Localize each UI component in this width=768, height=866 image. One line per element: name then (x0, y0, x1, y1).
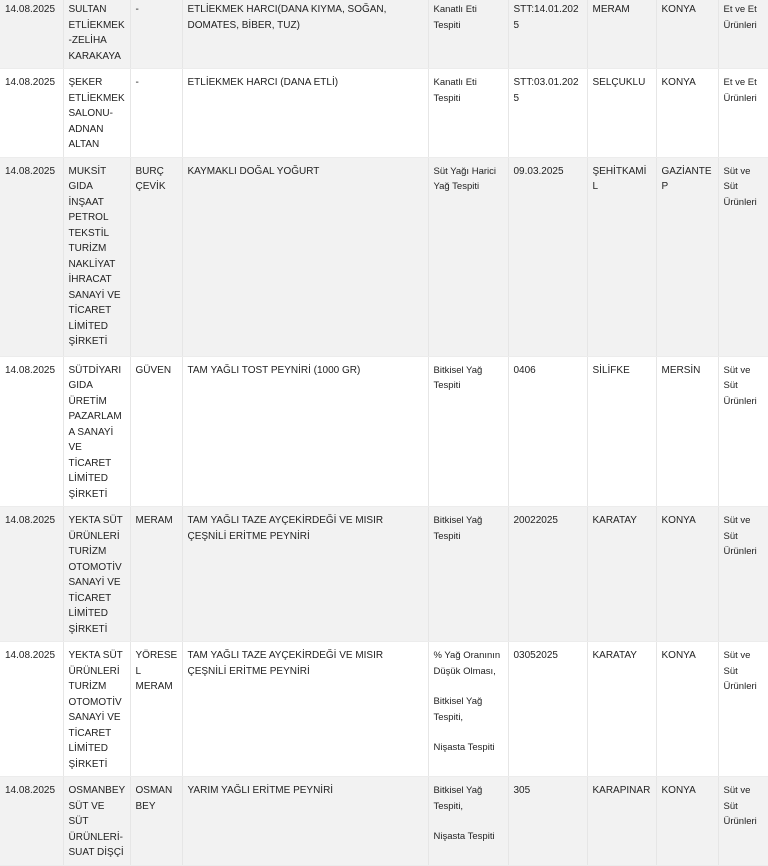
cell-date (0, 69, 63, 158)
finding-text: Bitkisel Yağ Tespiti, (433, 696, 483, 723)
cell-finding (428, 777, 508, 866)
finding-text: Bitkisel Yağ Tespiti (433, 364, 483, 391)
city-text: KONYA (661, 650, 696, 661)
brand-text: GÜVEN (135, 364, 172, 376)
cell-product (182, 777, 428, 866)
company-text: YEKTA SÜT ÜRÜNLERİ TURİZM OTOMOTİV SANAYİ VE TİCARET LİMİTED ŞİRKETİ (68, 515, 123, 635)
cell-company (63, 69, 130, 158)
company-text: ŞEKER ETLİEKMEK SALONU-ADNAN ALTAN (68, 77, 125, 150)
cell-date (0, 356, 63, 507)
district-text: SİLİFKE (592, 364, 630, 376)
district-text: KARATAY (592, 650, 637, 661)
cell-finding (428, 69, 508, 158)
cell-brand (130, 356, 182, 507)
cell-product (182, 0, 428, 69)
table-row (0, 642, 768, 777)
cell-finding (428, 507, 508, 642)
cell-district (587, 777, 656, 866)
cell-city (656, 356, 718, 507)
cell-company (63, 507, 130, 642)
table-row (0, 69, 768, 158)
finding-text: Kanatlı Eti Tespiti (433, 4, 477, 31)
category-text: Süt ve Süt Ürünleri (723, 785, 757, 827)
cell-city (656, 0, 718, 69)
cell-finding (428, 0, 508, 69)
batch-text: STT:14.01.2025 (513, 4, 579, 31)
finding-text: Bitkisel Yağ Tespiti (433, 515, 483, 542)
date-text: 14.08.2025 (5, 4, 56, 15)
cell-finding (428, 157, 508, 356)
category-text: Et ve Et Ürünleri (723, 77, 757, 104)
product-text: TAM YAĞLI TAZE AYÇEKİRDEĞİ VE MISIR ÇEŞNİLİ ERİTME PEYNİRİ (187, 650, 384, 677)
city-text: KONYA (661, 4, 696, 15)
city-text: MERSİN (661, 364, 701, 376)
company-text: OSMANBEY SÜT VE SÜT ÜRÜNLERİ-SUAT DİŞÇİ (68, 785, 125, 858)
cell-district (587, 69, 656, 158)
brand-text: OSMAN BEY (135, 785, 173, 812)
product-text: ETLİEKMEK HARCI(DANA KIYMA, SOĞAN, DOMATES, BİBER, TUZ) (187, 4, 387, 31)
finding-text: Süt Yağı Harici Yağ Tespiti (433, 165, 496, 192)
cell-city (656, 507, 718, 642)
cell-district (587, 157, 656, 356)
district-text: KARATAY (592, 515, 637, 526)
cell-date (0, 0, 63, 69)
batch-text: 20022025 (513, 515, 558, 526)
date-text: 14.08.2025 (5, 650, 56, 661)
cell-city (656, 69, 718, 158)
category-text: Süt ve Süt Ürünleri (723, 364, 757, 407)
cell-batch (508, 507, 587, 642)
category-text: Süt ve Süt Ürünleri (723, 515, 757, 557)
date-text: 14.08.2025 (5, 515, 56, 526)
cell-district (587, 0, 656, 69)
district-text: KARAPINAR (592, 785, 651, 796)
brand-text: - (135, 77, 139, 88)
cell-brand (130, 157, 182, 356)
category-text: Süt ve Süt Ürünleri (723, 165, 757, 208)
brand-text: BURÇ ÇEVİK (135, 165, 166, 192)
cell-brand (130, 507, 182, 642)
brand-text: YÖRESEL MERAM (135, 650, 178, 692)
cell-finding (428, 642, 508, 777)
date-text: 14.08.2025 (5, 165, 56, 177)
cell-date (0, 777, 63, 866)
cell-company (63, 0, 130, 69)
cell-district (587, 642, 656, 777)
district-text: ŞEHİTKAMİL (592, 165, 647, 192)
city-text: GAZİANTEP (661, 165, 712, 192)
cell-product (182, 642, 428, 777)
cell-category (718, 157, 768, 356)
cell-district (587, 507, 656, 642)
cell-company (63, 642, 130, 777)
cell-company (63, 157, 130, 356)
cell-city (656, 157, 718, 356)
cell-brand (130, 69, 182, 158)
date-text: 14.08.2025 (5, 364, 56, 376)
cell-date (0, 157, 63, 356)
city-text: KONYA (661, 77, 696, 88)
cell-date (0, 507, 63, 642)
cell-category (718, 642, 768, 777)
finding-text: Kanatlı Eti Tespiti (433, 77, 477, 104)
cell-batch (508, 157, 587, 356)
company-text: SÜTDİYARI GIDA ÜRETİM PAZARLAMA SANAYİ VE TİCARET LİMİTED ŞİRKETİ (68, 364, 122, 500)
cell-product (182, 507, 428, 642)
brand-text: MERAM (135, 515, 173, 526)
batch-text: STT:03.01.2025 (513, 77, 579, 104)
cell-category (718, 507, 768, 642)
batch-text: 0406 (513, 364, 536, 376)
batch-text: 03052025 (513, 650, 558, 661)
batch-text: 305 (513, 785, 531, 796)
city-text: KONYA (661, 515, 696, 526)
cell-date (0, 642, 63, 777)
category-text: Süt ve Süt Ürünleri (723, 650, 757, 692)
cell-batch (508, 777, 587, 866)
company-text: YEKTA SÜT ÜRÜNLERİ TURİZM OTOMOTİV SANAYİ VE TİCARET LİMİTED ŞİRKETİ (68, 650, 123, 770)
cell-district (587, 356, 656, 507)
cell-batch (508, 0, 587, 69)
product-text: TAM YAĞLI TOST PEYNİRİ (1000 GR) (187, 364, 361, 376)
cell-category (718, 356, 768, 507)
cell-company (63, 777, 130, 866)
table-row (0, 0, 768, 69)
cell-category (718, 777, 768, 866)
cell-category (718, 69, 768, 158)
cell-batch (508, 356, 587, 507)
cell-brand (130, 642, 182, 777)
cell-brand (130, 0, 182, 69)
category-text: Et ve Et Ürünleri (723, 4, 757, 31)
cell-company (63, 356, 130, 507)
cell-product (182, 356, 428, 507)
table-row (0, 507, 768, 642)
date-text: 14.08.2025 (5, 77, 56, 88)
cell-city (656, 642, 718, 777)
finding-text: Nişasta Tespiti (433, 742, 495, 753)
table-row (0, 157, 768, 356)
product-text: KAYMAKLI DOĞAL YOĞURT (187, 165, 320, 177)
city-text: KONYA (661, 785, 696, 796)
product-text: ETLİEKMEK HARCI (DANA ETLİ) (187, 77, 339, 88)
finding-text: Nişasta Tespiti (433, 831, 495, 842)
cell-city (656, 777, 718, 866)
cell-batch (508, 642, 587, 777)
date-text: 14.08.2025 (5, 785, 56, 796)
cell-finding (428, 356, 508, 507)
table-row (0, 777, 768, 866)
table-row (0, 356, 768, 507)
cell-brand (130, 777, 182, 866)
company-text: MUKSİT GIDA İNŞAAT PETROL TEKSTİL TURİZM NAKLİYAT İHRACAT SANAYİ VE TİCARET LİMİTED ŞİRKETİ (68, 165, 121, 347)
cell-category (718, 0, 768, 69)
cell-product (182, 157, 428, 356)
cell-batch (508, 69, 587, 158)
brand-text: - (135, 4, 139, 15)
finding-text: Bitkisel Yağ Tespiti, (433, 785, 483, 812)
product-text: TAM YAĞLI TAZE AYÇEKİRDEĞİ VE MISIR ÇEŞNİLİ ERİTME PEYNİRİ (187, 515, 384, 542)
product-text: YARIM YAĞLI ERİTME PEYNİRİ (187, 785, 334, 796)
finding-text: % Yağ Oranının Düşük Olması, (433, 650, 501, 677)
cell-product (182, 69, 428, 158)
batch-text: 09.03.2025 (513, 165, 564, 177)
district-text: SELÇUKLU (592, 77, 646, 88)
district-text: MERAM (592, 4, 630, 15)
company-text: SULTAN ETLİEKMEK-ZELİHA KARAKAYA (68, 4, 125, 62)
